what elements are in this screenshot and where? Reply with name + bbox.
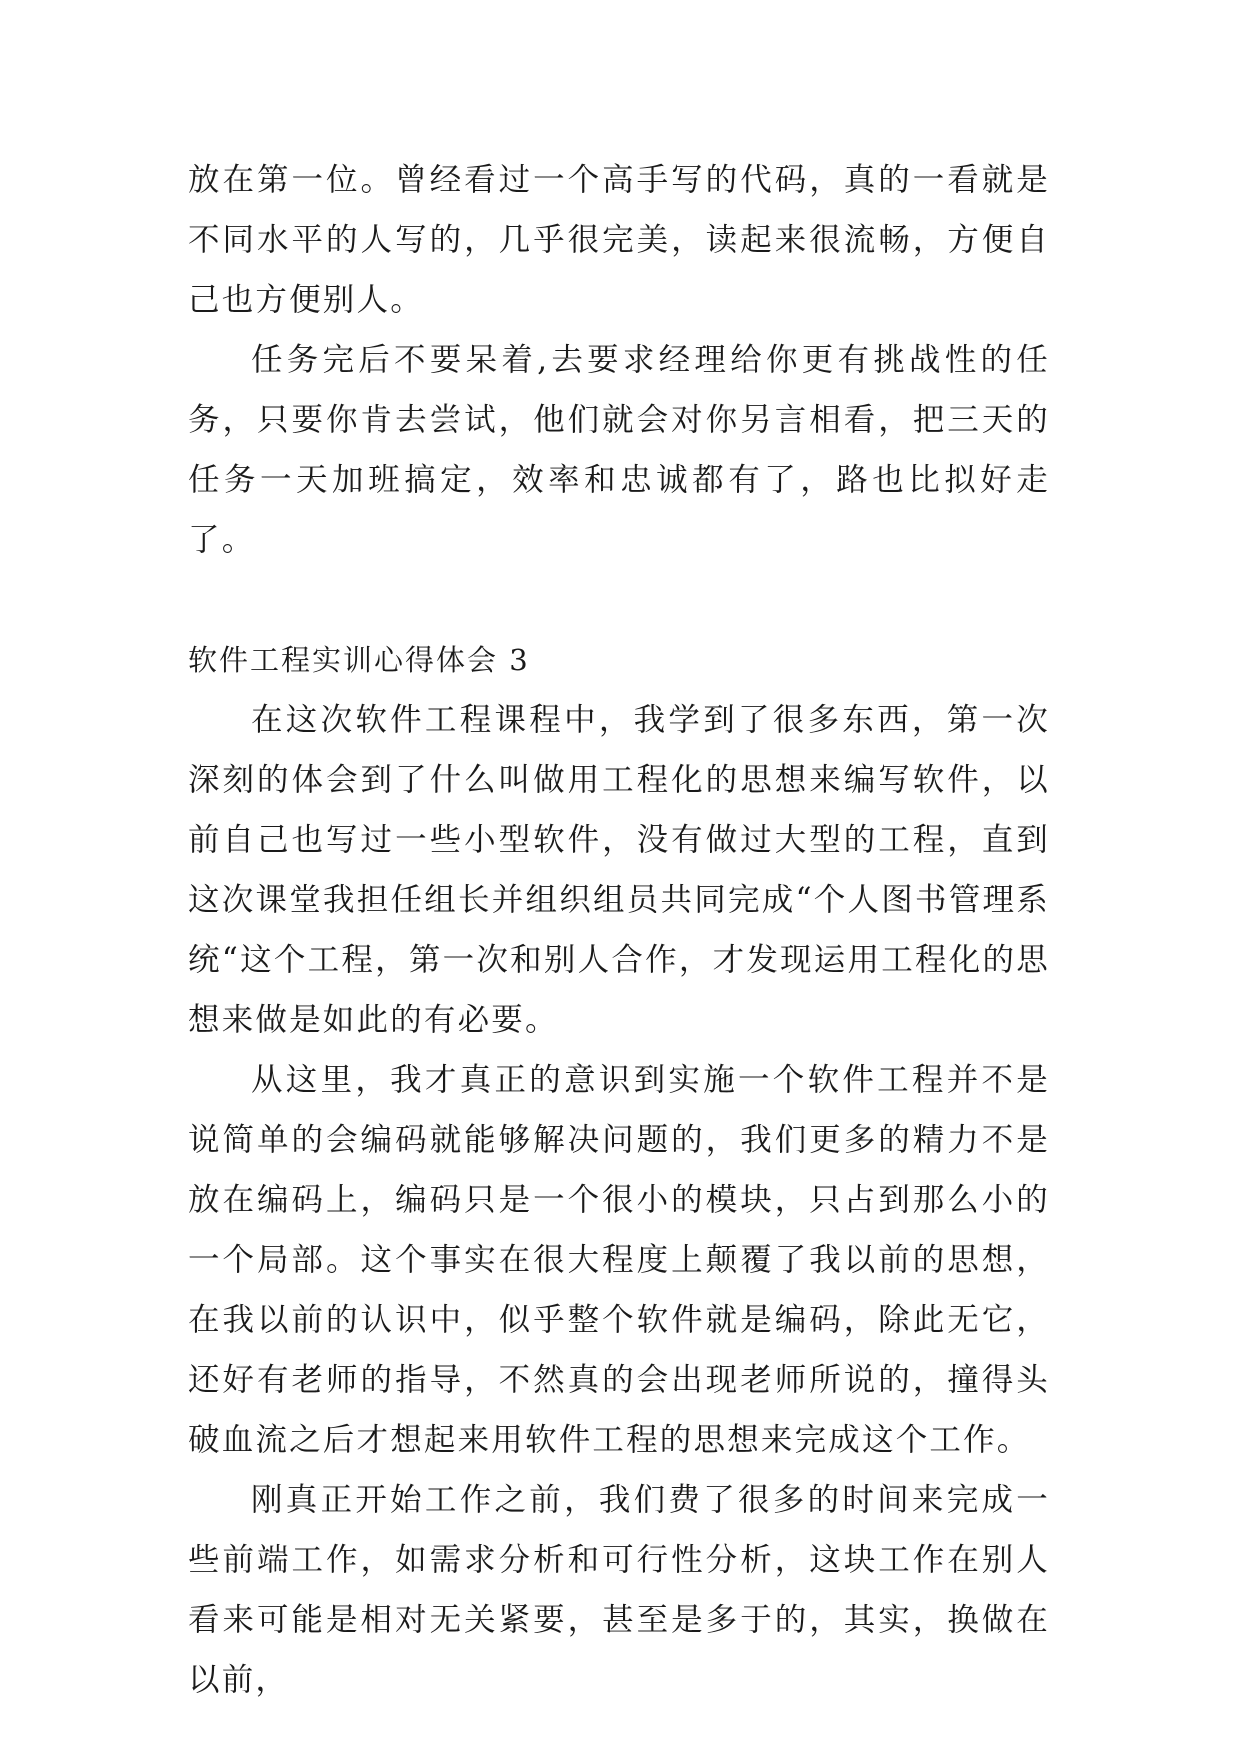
document-body — [188, 150, 1050, 1710]
paragraph-course-experience: 在这次软件工程课程中，我学到了很多东西，第一次深刻的体会到了什么叫做用工程化的思想来编写软件，以前自己也写过一些小型软件，没有做过大型的工程，直到这次课堂我担任组长并组织组员共同完成“个人图书管理系统“这个工程，第一次和别人合作，才发现运用工程化的思想来做是如此的有必要。 — [188, 702, 1050, 1038]
paragraph-continued: 放在第一位。曾经看过一个高手写的代码，真的一看就是不同水平的人写的，几乎很完美，读起来很流畅，方便自己也方便别人。 — [188, 162, 1050, 318]
paragraph-front-end-work: 刚真正开始工作之前，我们费了很多的时间来完成一些前端工作，如需求分析和可行性分析，这块工作在别人看来可能是相对无关紧要，甚至是多于的，其实，换做在以前， — [188, 1482, 1050, 1698]
section-title: 软件工程实训心得体会 3 — [188, 643, 530, 677]
section-spacer — [188, 570, 1050, 630]
paragraph-realization: 从这里，我才真正的意识到实施一个软件工程并不是说简单的会编码就能够解决问题的，我们更多的精力不是放在编码上，编码只是一个很小的模块，只占到那么小的一个局部。这个事实在很大程度上颠覆了我以前的思想，在我以前的认识中，似乎整个软件就是编码，除此无它，还好有老师的指导，不然真的会出现老师所说的，撞得头破血流之后才想起来用软件工程的思想来完成这个工作。 — [188, 1062, 1050, 1458]
paragraph-task-advice: 任务完后不要呆着,去要求经理给你更有挑战性的任务，只要你肯去尝试，他们就会对你另言相看，把三天的任务一天加班搞定，效率和忠诚都有了，路也比拟好走了。 — [188, 342, 1050, 558]
